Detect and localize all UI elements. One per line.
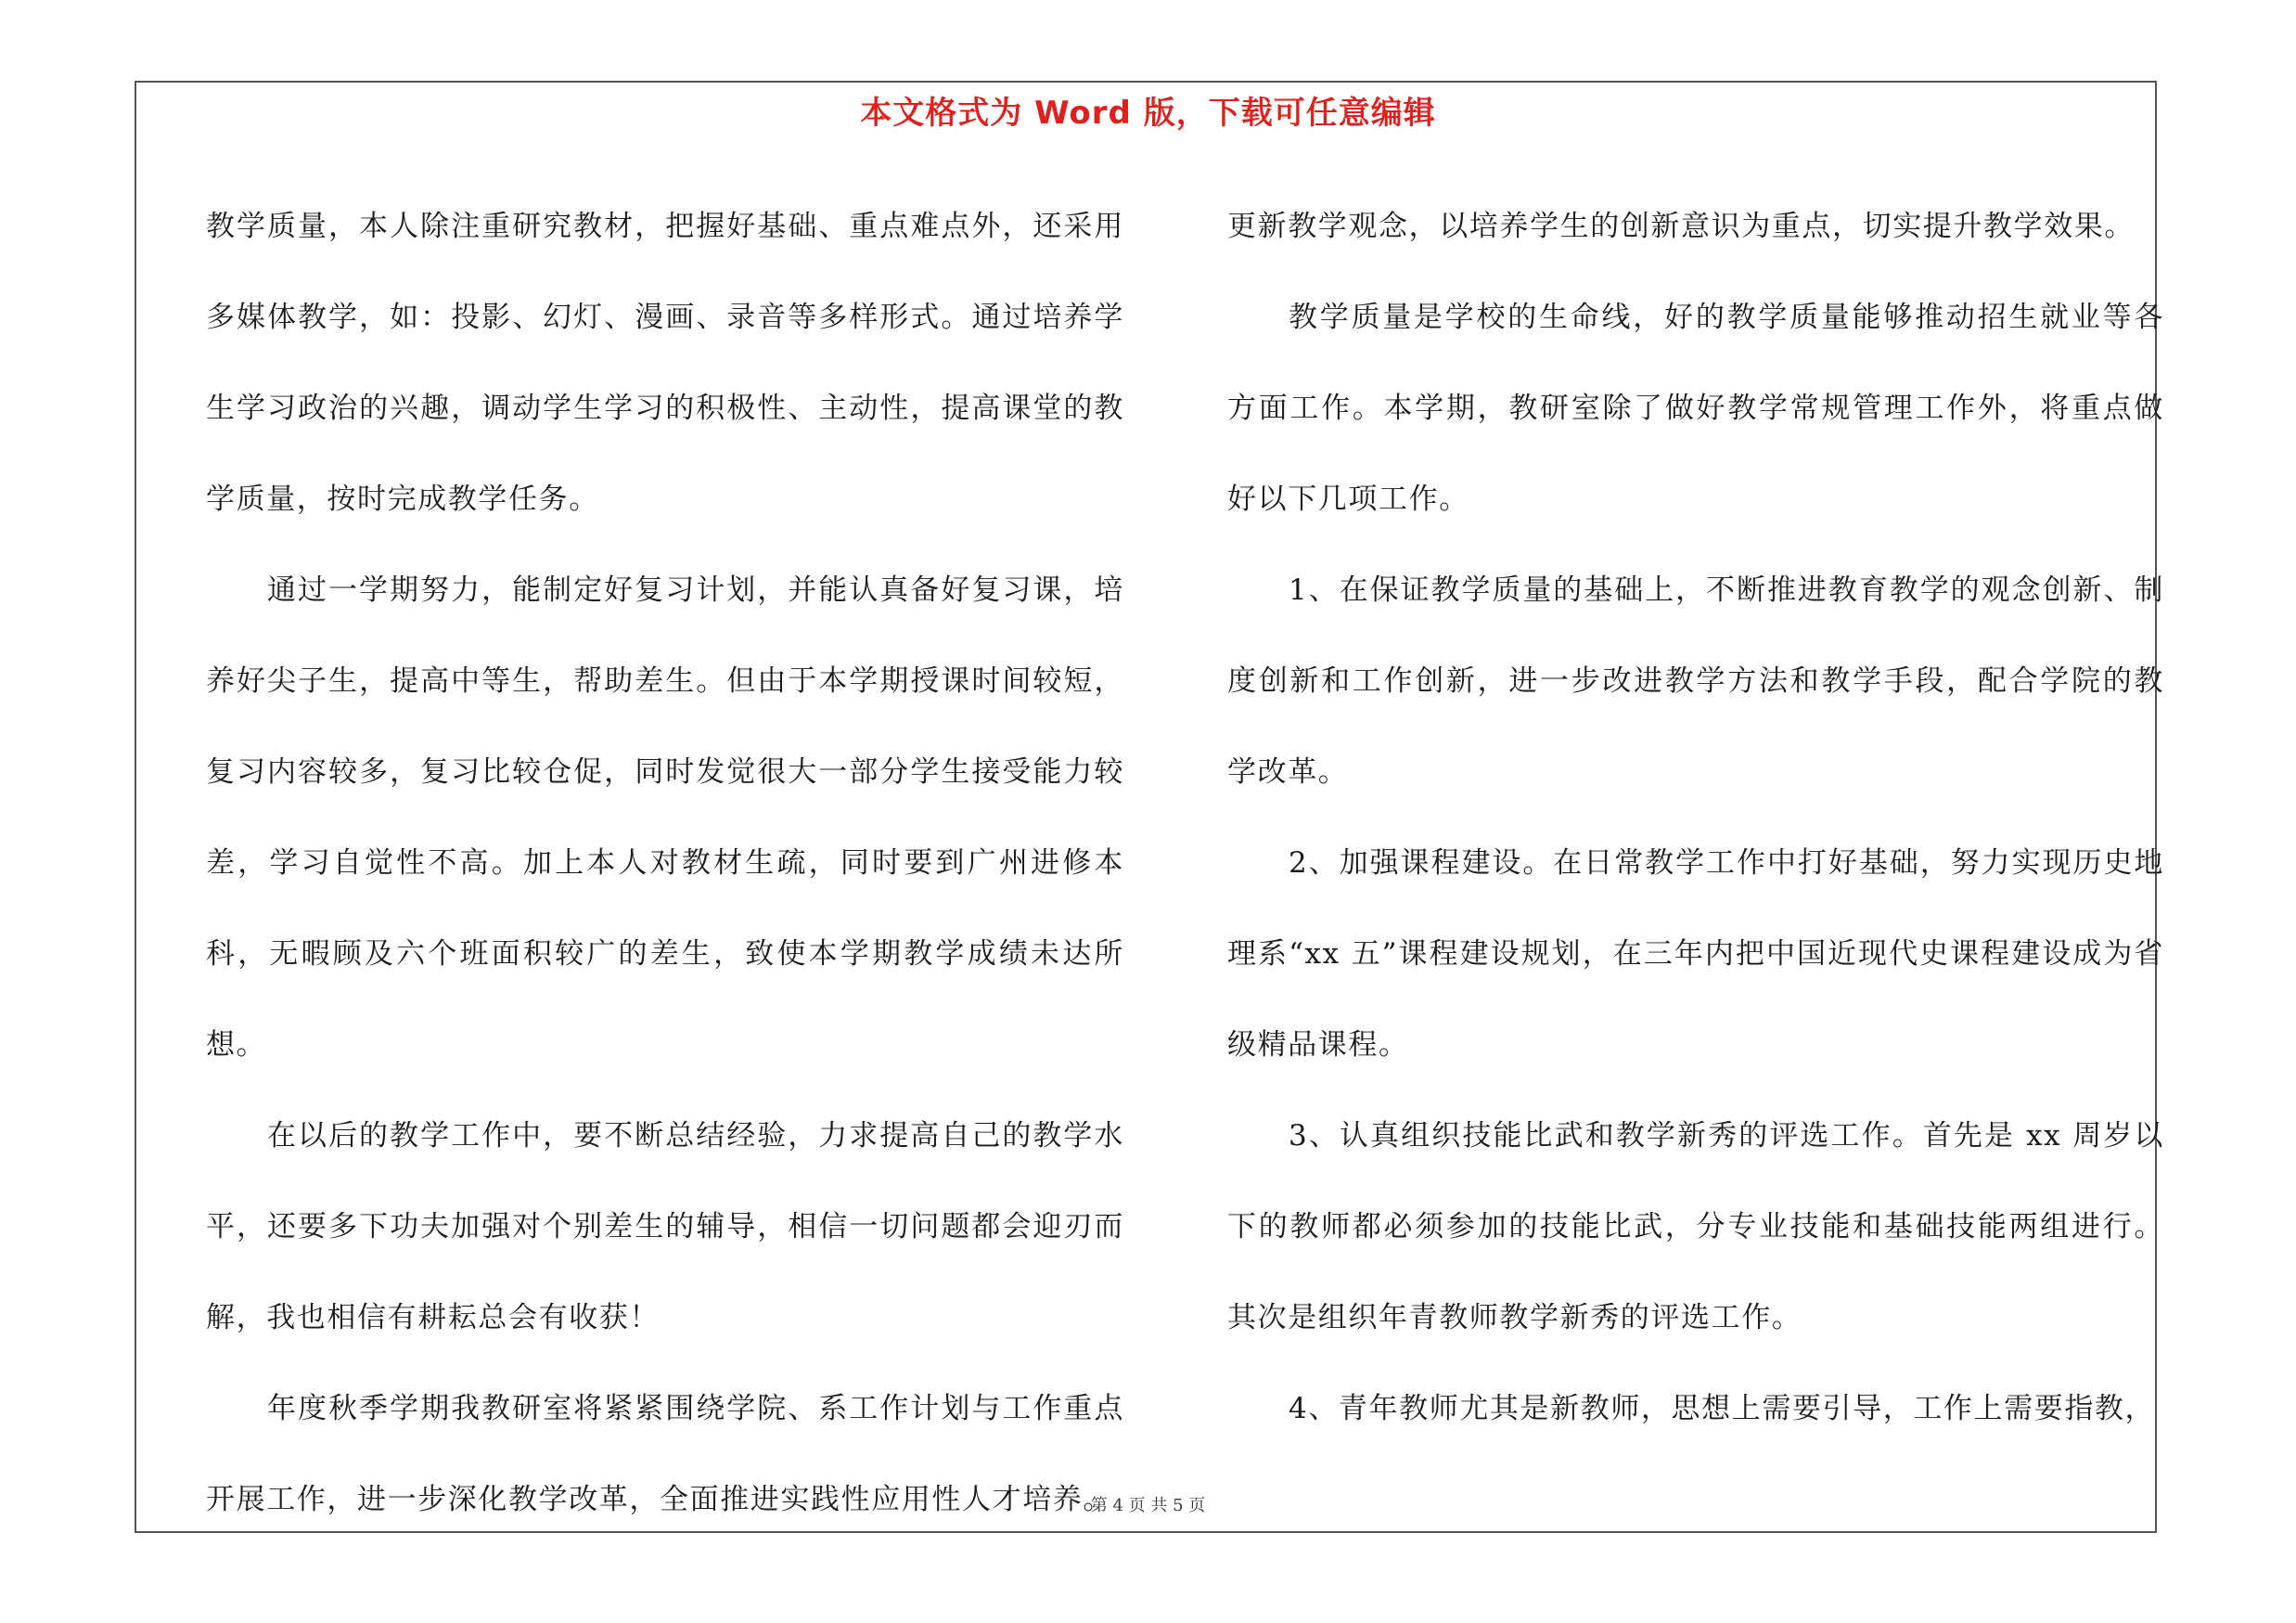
paragraph: 更新教学观念，以培养学生的创新意识为重点，切实提升教学效果。 bbox=[1227, 210, 2135, 243]
paragraph: 教学质量是学校的生命线，好的教学质量能够推动招生就业等各方面工作。本学期，教研室除了做好教学常规管理工作外，将重点做好以下几项工作。 bbox=[1227, 301, 2164, 516]
left-column bbox=[206, 181, 1124, 1545]
right-column bbox=[1227, 181, 2164, 1454]
page-number-footer: 第 4 页 共 5 页 bbox=[1090, 1496, 1206, 1515]
paragraph: 1、在保证教学质量的基础上，不断推进教育教学的观念创新、制度创新和工作创新，进一步改进教学方法和教学手段，配合学院的教学改革。 bbox=[1227, 573, 2164, 789]
word-format-banner: 本文格式为 Word 版，下载可任意编辑 bbox=[860, 95, 1436, 132]
paragraph: 4、青年教师尤其是新教师，思想上需要引导，工作上需要指教， bbox=[1289, 1392, 2156, 1425]
paragraph: 2、加强课程建设。在日常教学工作中打好基础，努力实现历史地理系“xx 五”课程建设规划，在三年内把中国近现代史课程建设成为省级精品课程。 bbox=[1227, 846, 2164, 1062]
paragraph: 在以后的教学工作中，要不断总结经验，力求提高自己的教学水平，还要多下功夫加强对个别差生的辅导，相信一切问题都会迎刃而解，我也相信有耕耘总会有收获！ bbox=[206, 1119, 1124, 1334]
paragraph: 3、认真组织技能比武和教学新秀的评选工作。首先是 xx 周岁以下的教师都必须参加的技能比武，分专业技能和基础技能两组进行。其次是组织年青教师教学新秀的评选工作。 bbox=[1227, 1119, 2164, 1334]
paragraph: 教学质量，本人除注重研究教材，把握好基础、重点难点外，还采用多媒体教学，如：投影、幻灯、漫画、录音等多样形式。通过培养学生学习政治的兴趣，调动学生学习的积极性、主动性，提高课堂的教学质量，按时完成教学任务。 bbox=[206, 210, 1124, 516]
paragraph: 年度秋季学期我教研室将紧紧围绕学院、系工作计划与工作重点开展工作，进一步深化教学改革，全面推进实践性应用性人才培养。 bbox=[206, 1392, 1124, 1516]
paragraph: 通过一学期努力，能制定好复习计划，并能认真备好复习课，培养好尖子生，提高中等生，帮助差生。但由于本学期授课时间较短，复习内容较多，复习比较仓促，同时发觉很大一部分学生接受能力较差，学习自觉性不高。加上本人对教材生疏，同时要到广州进修本科，无暇顾及六个班面积较广的差生，致使本学期教学成绩未达所想。 bbox=[206, 573, 1124, 1062]
